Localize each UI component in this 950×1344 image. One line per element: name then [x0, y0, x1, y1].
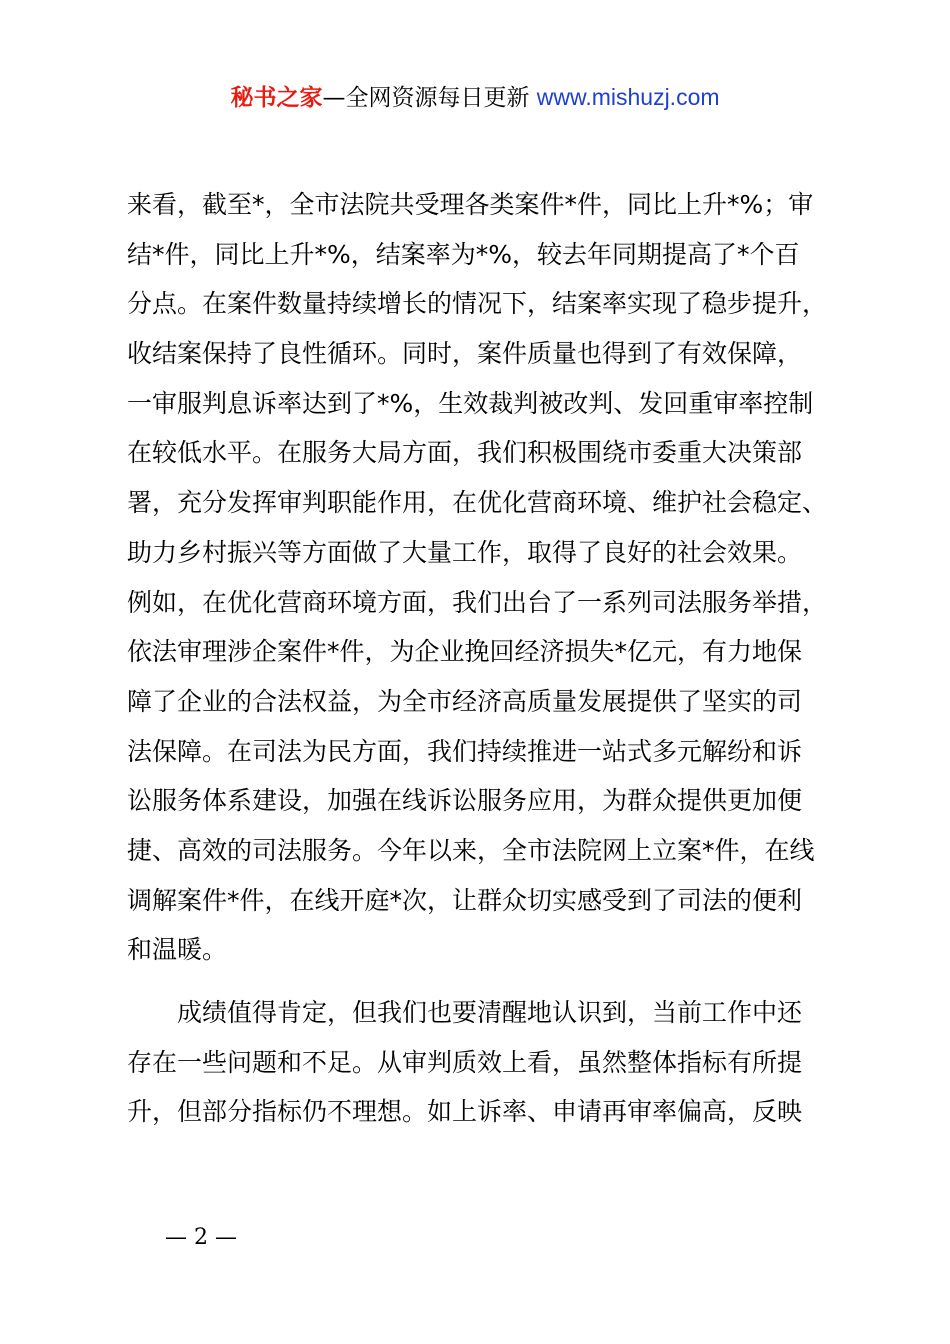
- text-line: 在较低水平。在服务大局方面，我们积极围绕市委重大决策部: [127, 438, 803, 468]
- text-line: 收结案保持了良性循环。同时，案件质量也得到了有效保障，: [127, 339, 803, 369]
- page-header: [0, 80, 950, 115]
- text-line: 一审服判息诉率达到了*%，生效裁判被改判、发回重审率控制: [127, 388, 814, 418]
- text-line: 来看，截至*，全市法院共受理各类案件*件，同比上升*%；审: [127, 190, 814, 219]
- text-line: 和温暖。: [127, 935, 228, 965]
- text-line: 结*件，同比上升*%，结案率为*%，较去年同期提高了*个百: [127, 239, 800, 269]
- text-line: 捷、高效的司法服务。今年以来，全市法院网上立案*件，在线: [127, 835, 815, 865]
- page-number: — 2 —: [165, 1225, 237, 1250]
- header-tagline: —全网资源每日更新: [322, 85, 530, 111]
- text-line: 分点。在案件数量持续增长的情况下，结案率实现了稳步提升，: [127, 289, 828, 319]
- text-line: 成绩值得肯定，但我们也要清醒地认识到，当前工作中还: [127, 998, 803, 1027]
- brand-name: 秘书之家: [230, 85, 323, 111]
- paragraph-2: [127, 988, 857, 1137]
- text-line: 存在一些问题和不足。从审判质效上看，虽然整体指标有所提: [127, 1047, 803, 1077]
- text-line: 例如，在优化营商环境方面，我们出台了一系列司法服务举措，: [127, 587, 828, 617]
- text-line: 署，充分发挥审判职能作用，在优化营商环境、维护社会稳定、: [127, 488, 828, 518]
- text-line: 助力乡村振兴等方面做了大量工作，取得了良好的社会效果。: [127, 537, 803, 567]
- text-line: 障了企业的合法权益，为全市经济高质量发展提供了坚实的司: [127, 686, 803, 716]
- text-line: 依法审理涉企案件*件，为企业挽回经济损失*亿元，有力地保: [127, 637, 803, 667]
- text-line: 调解案件*件，在线开庭*次，让群众切实感受到了司法的便利: [127, 885, 803, 915]
- document-body: [127, 180, 857, 1137]
- text-line: 讼服务体系建设，加强在线诉讼服务应用，为群众提供更加便: [127, 786, 803, 816]
- site-url[interactable]: www.mishuzj.com: [536, 84, 720, 110]
- text-line: 法保障。在司法为民方面，我们持续推进一站式多元解纷和诉: [127, 736, 803, 766]
- text-line: 升，但部分指标仍不理想。如上诉率、申请再审率偏高，反映: [127, 1097, 803, 1127]
- paragraph-1: [127, 180, 857, 975]
